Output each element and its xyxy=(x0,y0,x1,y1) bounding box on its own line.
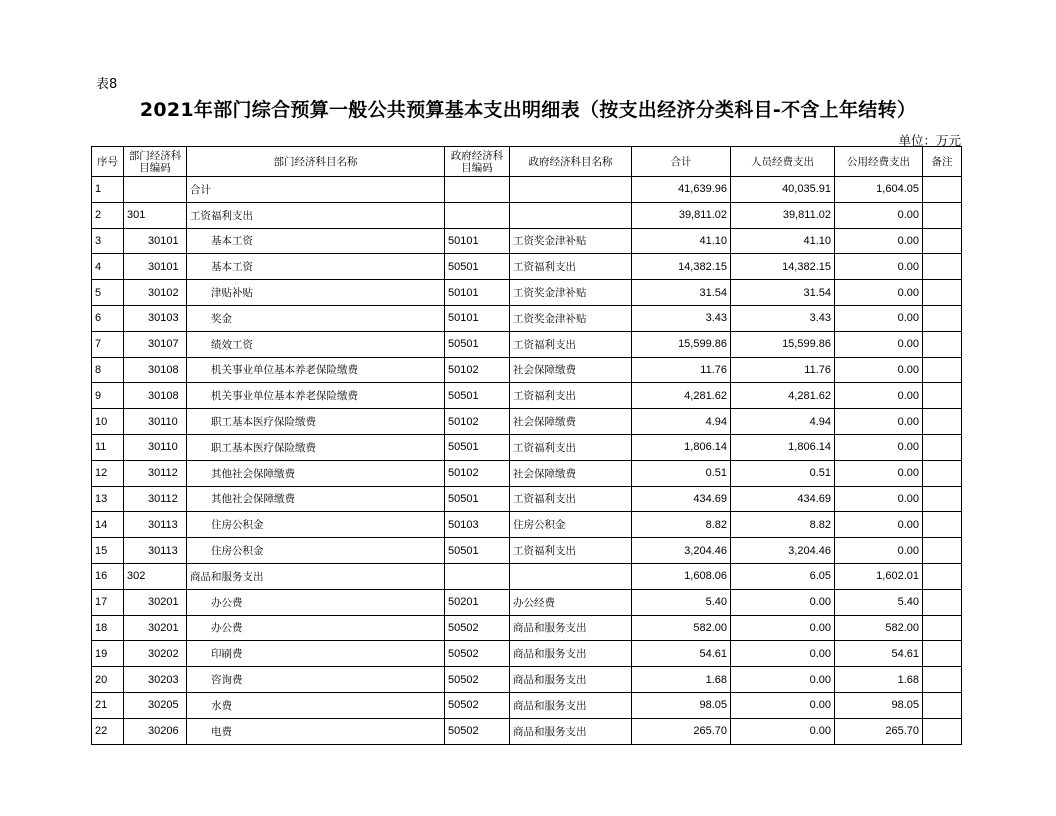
header-total: 合计 xyxy=(632,147,731,177)
table-row xyxy=(92,228,962,254)
cell-seq: 21 xyxy=(92,692,124,718)
cell-seq: 12 xyxy=(92,460,124,486)
cell-personnel: 6.05 xyxy=(731,563,835,589)
cell-remark xyxy=(923,615,962,641)
cell-total: 5.40 xyxy=(632,589,731,615)
cell-dept-code: 30112 xyxy=(124,486,187,512)
cell-total: 11.76 xyxy=(632,357,731,383)
cell-total: 8.82 xyxy=(632,512,731,538)
cell-total: 54.61 xyxy=(632,641,731,667)
cell-gov-code: 50502 xyxy=(445,718,510,744)
cell-gov-name: 社会保障缴费 xyxy=(510,357,632,383)
cell-gov-name: 工资福利支出 xyxy=(510,254,632,280)
table-row xyxy=(92,667,962,693)
cell-total: 1,608.06 xyxy=(632,563,731,589)
cell-gov-name: 工资奖金津补贴 xyxy=(510,228,632,254)
cell-public: 0.00 xyxy=(835,538,923,564)
cell-personnel: 0.00 xyxy=(731,692,835,718)
cell-public: 0.00 xyxy=(835,228,923,254)
cell-remark xyxy=(923,254,962,280)
cell-total: 31.54 xyxy=(632,280,731,306)
cell-seq: 7 xyxy=(92,331,124,357)
cell-total: 3,204.46 xyxy=(632,538,731,564)
cell-total: 582.00 xyxy=(632,615,731,641)
cell-total: 1.68 xyxy=(632,667,731,693)
cell-gov-name: 商品和服务支出 xyxy=(510,641,632,667)
cell-dept-code xyxy=(124,177,187,203)
table-row xyxy=(92,177,962,203)
table-row xyxy=(92,254,962,280)
cell-remark xyxy=(923,409,962,435)
table-row xyxy=(92,383,962,409)
cell-remark xyxy=(923,202,962,228)
cell-dept-name: 基本工资 xyxy=(187,254,445,280)
cell-personnel: 41.10 xyxy=(731,228,835,254)
table-row xyxy=(92,615,962,641)
unit-label: 单位：万元 xyxy=(898,133,961,148)
cell-gov-name: 商品和服务支出 xyxy=(510,718,632,744)
cell-gov-name: 商品和服务支出 xyxy=(510,692,632,718)
cell-personnel: 15,599.86 xyxy=(731,331,835,357)
cell-dept-name: 住房公积金 xyxy=(187,538,445,564)
cell-gov-code: 50101 xyxy=(445,305,510,331)
cell-dept-code: 30201 xyxy=(124,589,187,615)
cell-dept-name: 其他社会保障缴费 xyxy=(187,486,445,512)
cell-personnel: 39,811.02 xyxy=(731,202,835,228)
cell-seq: 18 xyxy=(92,615,124,641)
cell-dept-name: 水费 xyxy=(187,692,445,718)
cell-seq: 6 xyxy=(92,305,124,331)
cell-seq: 4 xyxy=(92,254,124,280)
cell-seq: 16 xyxy=(92,563,124,589)
table-row xyxy=(92,563,962,589)
cell-total: 41.10 xyxy=(632,228,731,254)
table-body xyxy=(92,177,962,745)
cell-gov-code: 50201 xyxy=(445,589,510,615)
cell-gov-name: 工资福利支出 xyxy=(510,538,632,564)
cell-remark xyxy=(923,486,962,512)
cell-total: 4.94 xyxy=(632,409,731,435)
cell-dept-code: 30205 xyxy=(124,692,187,718)
cell-total: 434.69 xyxy=(632,486,731,512)
cell-total: 4,281.62 xyxy=(632,383,731,409)
cell-remark xyxy=(923,177,962,203)
cell-public: 98.05 xyxy=(835,692,923,718)
cell-seq: 8 xyxy=(92,357,124,383)
cell-gov-code: 50501 xyxy=(445,383,510,409)
cell-dept-code: 30103 xyxy=(124,305,187,331)
cell-total: 14,382.15 xyxy=(632,254,731,280)
cell-gov-name xyxy=(510,563,632,589)
cell-gov-name xyxy=(510,202,632,228)
cell-remark xyxy=(923,563,962,589)
cell-dept-name: 办公费 xyxy=(187,615,445,641)
cell-gov-code: 50101 xyxy=(445,280,510,306)
cell-seq: 3 xyxy=(92,228,124,254)
header-remark: 备注 xyxy=(923,147,962,177)
cell-gov-code xyxy=(445,177,510,203)
cell-dept-code: 30101 xyxy=(124,254,187,280)
cell-gov-code: 50501 xyxy=(445,254,510,280)
cell-remark xyxy=(923,383,962,409)
cell-seq: 14 xyxy=(92,512,124,538)
cell-personnel: 434.69 xyxy=(731,486,835,512)
cell-remark xyxy=(923,460,962,486)
cell-dept-code: 302 xyxy=(124,563,187,589)
cell-dept-name: 绩效工资 xyxy=(187,331,445,357)
cell-total: 39,811.02 xyxy=(632,202,731,228)
cell-gov-code: 50501 xyxy=(445,538,510,564)
cell-gov-name: 办公经费 xyxy=(510,589,632,615)
cell-public: 0.00 xyxy=(835,280,923,306)
cell-dept-name: 基本工资 xyxy=(187,228,445,254)
cell-total: 98.05 xyxy=(632,692,731,718)
cell-public: 1,604.05 xyxy=(835,177,923,203)
table-row xyxy=(92,512,962,538)
cell-gov-name xyxy=(510,177,632,203)
table-row xyxy=(92,357,962,383)
table-row xyxy=(92,202,962,228)
cell-gov-name: 住房公积金 xyxy=(510,512,632,538)
cell-dept-code: 30101 xyxy=(124,228,187,254)
header-gov-code: 政府经济科目编码 xyxy=(445,147,510,177)
cell-dept-name: 办公费 xyxy=(187,589,445,615)
cell-gov-name: 工资奖金津补贴 xyxy=(510,305,632,331)
cell-gov-name: 社会保障缴费 xyxy=(510,460,632,486)
cell-gov-name: 社会保障缴费 xyxy=(510,409,632,435)
cell-public: 1.68 xyxy=(835,667,923,693)
cell-remark xyxy=(923,512,962,538)
cell-gov-code xyxy=(445,202,510,228)
cell-seq: 20 xyxy=(92,667,124,693)
cell-public: 0.00 xyxy=(835,460,923,486)
cell-remark xyxy=(923,357,962,383)
cell-personnel: 40,035.91 xyxy=(731,177,835,203)
cell-remark xyxy=(923,538,962,564)
cell-dept-name: 其他社会保障缴费 xyxy=(187,460,445,486)
cell-dept-name: 印刷费 xyxy=(187,641,445,667)
cell-dept-name: 职工基本医疗保险缴费 xyxy=(187,434,445,460)
cell-public: 265.70 xyxy=(835,718,923,744)
cell-public: 5.40 xyxy=(835,589,923,615)
cell-personnel: 0.00 xyxy=(731,641,835,667)
cell-gov-code: 50102 xyxy=(445,409,510,435)
cell-gov-code: 50102 xyxy=(445,460,510,486)
cell-gov-code: 50501 xyxy=(445,434,510,460)
table-row xyxy=(92,409,962,435)
table-row xyxy=(92,434,962,460)
cell-remark xyxy=(923,331,962,357)
page-title: 2021年部门综合预算一般公共预算基本支出明细表（按支出经济分类科目-不含上年结转） xyxy=(139,99,917,121)
cell-gov-code: 50501 xyxy=(445,331,510,357)
budget-table xyxy=(91,146,962,745)
cell-dept-code: 30107 xyxy=(124,331,187,357)
cell-personnel: 14,382.15 xyxy=(731,254,835,280)
cell-public: 0.00 xyxy=(835,486,923,512)
cell-gov-name: 商品和服务支出 xyxy=(510,615,632,641)
table-row xyxy=(92,538,962,564)
table-row xyxy=(92,589,962,615)
cell-remark xyxy=(923,589,962,615)
cell-seq: 15 xyxy=(92,538,124,564)
header-personnel: 人员经费支出 xyxy=(731,147,835,177)
cell-seq: 9 xyxy=(92,383,124,409)
cell-total: 265.70 xyxy=(632,718,731,744)
cell-dept-code: 30108 xyxy=(124,357,187,383)
cell-gov-name: 商品和服务支出 xyxy=(510,667,632,693)
cell-dept-code: 301 xyxy=(124,202,187,228)
table-number: 表8 xyxy=(96,77,118,92)
cell-seq: 11 xyxy=(92,434,124,460)
cell-dept-code: 30102 xyxy=(124,280,187,306)
cell-personnel: 3,204.46 xyxy=(731,538,835,564)
table-row xyxy=(92,331,962,357)
table-row xyxy=(92,280,962,306)
cell-remark xyxy=(923,228,962,254)
cell-total: 15,599.86 xyxy=(632,331,731,357)
table-row xyxy=(92,460,962,486)
cell-public: 0.00 xyxy=(835,202,923,228)
cell-dept-name: 咨询费 xyxy=(187,667,445,693)
cell-dept-name: 合计 xyxy=(187,177,445,203)
cell-public: 0.00 xyxy=(835,357,923,383)
header-seq: 序号 xyxy=(92,147,124,177)
cell-gov-code: 50502 xyxy=(445,667,510,693)
cell-personnel: 31.54 xyxy=(731,280,835,306)
cell-gov-code: 50102 xyxy=(445,357,510,383)
cell-public: 0.00 xyxy=(835,383,923,409)
cell-dept-name: 奖金 xyxy=(187,305,445,331)
cell-dept-code: 30206 xyxy=(124,718,187,744)
cell-dept-name: 机关事业单位基本养老保险缴费 xyxy=(187,357,445,383)
cell-dept-name: 津贴补贴 xyxy=(187,280,445,306)
cell-dept-name: 工资福利支出 xyxy=(187,202,445,228)
cell-seq: 10 xyxy=(92,409,124,435)
cell-dept-name: 电费 xyxy=(187,718,445,744)
cell-dept-code: 30110 xyxy=(124,409,187,435)
cell-personnel: 1,806.14 xyxy=(731,434,835,460)
cell-public: 0.00 xyxy=(835,409,923,435)
table-header-row xyxy=(92,147,962,177)
cell-dept-name: 职工基本医疗保险缴费 xyxy=(187,409,445,435)
cell-seq: 13 xyxy=(92,486,124,512)
cell-gov-code: 50101 xyxy=(445,228,510,254)
cell-public: 0.00 xyxy=(835,512,923,538)
cell-remark xyxy=(923,305,962,331)
cell-public: 0.00 xyxy=(835,434,923,460)
cell-gov-code xyxy=(445,563,510,589)
table-row xyxy=(92,692,962,718)
cell-dept-code: 30113 xyxy=(124,538,187,564)
cell-gov-code: 50501 xyxy=(445,486,510,512)
cell-gov-code: 50502 xyxy=(445,692,510,718)
header-gov-name: 政府经济科目名称 xyxy=(510,147,632,177)
cell-public: 1,602.01 xyxy=(835,563,923,589)
cell-personnel: 8.82 xyxy=(731,512,835,538)
cell-seq: 1 xyxy=(92,177,124,203)
cell-dept-code: 30108 xyxy=(124,383,187,409)
cell-gov-name: 工资福利支出 xyxy=(510,331,632,357)
cell-personnel: 0.00 xyxy=(731,615,835,641)
cell-gov-name: 工资福利支出 xyxy=(510,486,632,512)
cell-dept-code: 30113 xyxy=(124,512,187,538)
cell-dept-name: 机关事业单位基本养老保险缴费 xyxy=(187,383,445,409)
cell-personnel: 0.00 xyxy=(731,667,835,693)
header-dept-name: 部门经济科目名称 xyxy=(187,147,445,177)
cell-total: 41,639.96 xyxy=(632,177,731,203)
cell-dept-name: 住房公积金 xyxy=(187,512,445,538)
table-row xyxy=(92,718,962,744)
cell-seq: 17 xyxy=(92,589,124,615)
cell-public: 54.61 xyxy=(835,641,923,667)
cell-gov-code: 50103 xyxy=(445,512,510,538)
cell-personnel: 0.51 xyxy=(731,460,835,486)
cell-seq: 22 xyxy=(92,718,124,744)
cell-remark xyxy=(923,434,962,460)
table-row xyxy=(92,641,962,667)
header-public: 公用经费支出 xyxy=(835,147,923,177)
cell-personnel: 4.94 xyxy=(731,409,835,435)
cell-gov-name: 工资奖金津补贴 xyxy=(510,280,632,306)
cell-remark xyxy=(923,667,962,693)
cell-public: 0.00 xyxy=(835,331,923,357)
cell-personnel: 4,281.62 xyxy=(731,383,835,409)
cell-personnel: 3.43 xyxy=(731,305,835,331)
table-row xyxy=(92,305,962,331)
cell-dept-code: 30112 xyxy=(124,460,187,486)
cell-remark xyxy=(923,718,962,744)
cell-dept-code: 30110 xyxy=(124,434,187,460)
cell-dept-name: 商品和服务支出 xyxy=(187,563,445,589)
cell-remark xyxy=(923,280,962,306)
cell-total: 1,806.14 xyxy=(632,434,731,460)
cell-gov-name: 工资福利支出 xyxy=(510,383,632,409)
cell-remark xyxy=(923,692,962,718)
cell-gov-name: 工资福利支出 xyxy=(510,434,632,460)
cell-seq: 2 xyxy=(92,202,124,228)
table-row xyxy=(92,486,962,512)
cell-gov-code: 50502 xyxy=(445,641,510,667)
cell-dept-code: 30201 xyxy=(124,615,187,641)
cell-gov-code: 50502 xyxy=(445,615,510,641)
cell-public: 582.00 xyxy=(835,615,923,641)
cell-personnel: 11.76 xyxy=(731,357,835,383)
cell-personnel: 0.00 xyxy=(731,718,835,744)
cell-total: 3.43 xyxy=(632,305,731,331)
cell-dept-code: 30202 xyxy=(124,641,187,667)
header-dept-code: 部门经济科目编码 xyxy=(124,147,187,177)
cell-public: 0.00 xyxy=(835,305,923,331)
cell-seq: 5 xyxy=(92,280,124,306)
cell-personnel: 0.00 xyxy=(731,589,835,615)
cell-seq: 19 xyxy=(92,641,124,667)
cell-remark xyxy=(923,641,962,667)
cell-total: 0.51 xyxy=(632,460,731,486)
cell-public: 0.00 xyxy=(835,254,923,280)
cell-dept-code: 30203 xyxy=(124,667,187,693)
